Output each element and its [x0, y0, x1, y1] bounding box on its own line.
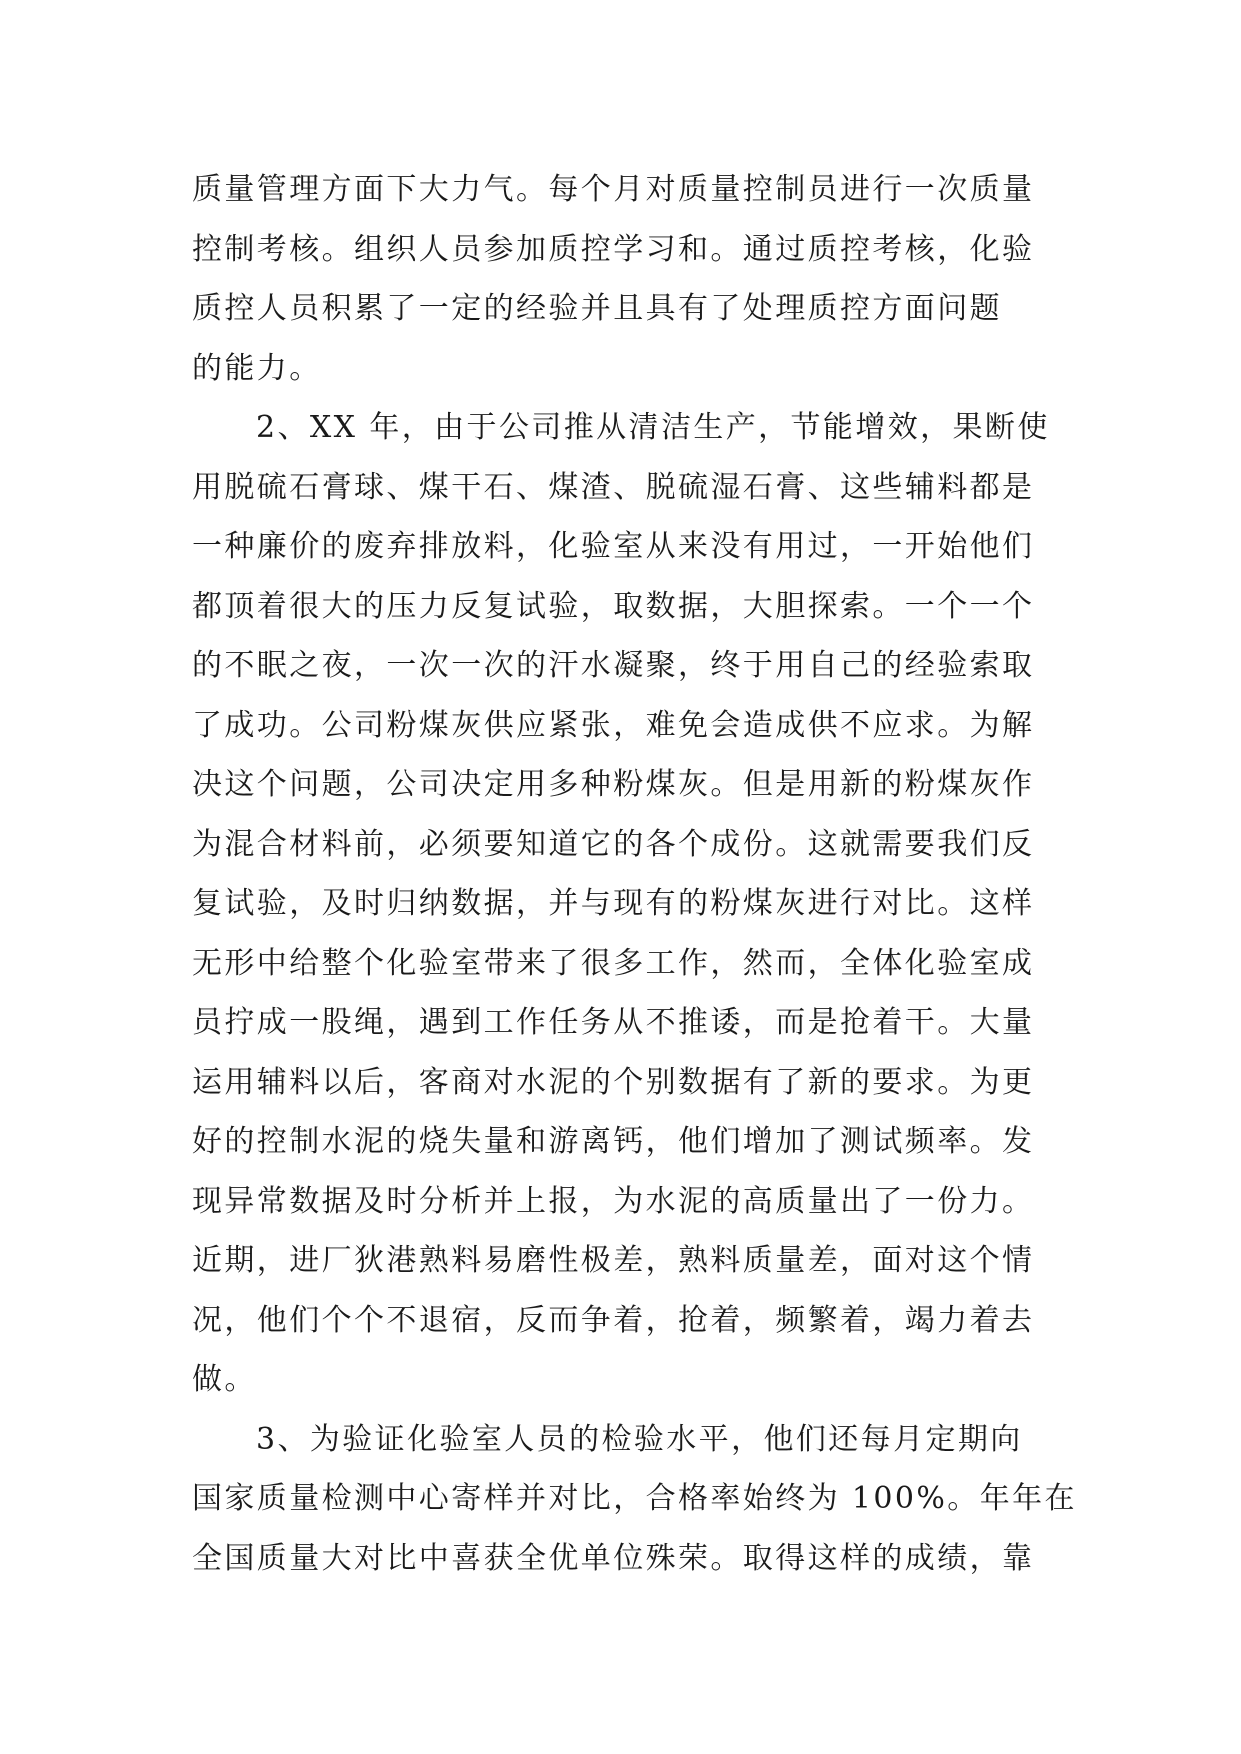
text-line: 控制考核。组织人员参加质控学习和。通过质控考核，化验 — [192, 231, 1035, 267]
text-line: 质控人员积累了一定的经验并且具有了处理质控方面问题 — [192, 291, 1002, 326]
text-line: 的不眠之夜，一次一次的汗水凝聚，终于用自己的经验索取 — [192, 648, 1035, 683]
text-line: 用脱硫石膏球、煤干石、煤渣、脱硫湿石膏、这些辅料都是 — [192, 469, 1035, 505]
text-line: 运用辅料以后，客商对水泥的个别数据有了新的要求。为更 — [192, 1064, 1035, 1100]
text-line: 的能力。 — [192, 350, 322, 386]
text-line: 况，他们个个不退宿，反而争着，抢着，频繁着，竭力着去 — [192, 1302, 1035, 1338]
text-line: 3、为验证化验室人员的检验水平，他们还每月定期向 — [256, 1421, 1023, 1457]
text-line: 都顶着很大的压力反复试验，取数据，大胆探索。一个一个 — [192, 588, 1035, 624]
text-line: 一种廉价的废弃排放料，化验室从来没有用过，一开始他们 — [192, 529, 1035, 564]
document-body — [192, 160, 1077, 1588]
text-line: 国家质量检测中心寄样并对比，合格率始终为 100%。年年在 — [192, 1481, 1077, 1516]
text-line: 近期，进厂狄港熟料易磨性极差，熟料质量差，面对这个情 — [192, 1243, 1035, 1278]
text-line: 质量管理方面下大力气。每个月对质量控制员进行一次质量 — [192, 172, 1035, 207]
text-line: 2、XX 年，由于公司推从清洁生产，节能增效，果断使 — [256, 410, 1050, 445]
text-line: 了成功。公司粉煤灰供应紧张，难免会造成供不应求。为解 — [192, 707, 1035, 743]
text-line: 员拧成一股绳，遇到工作任务从不推诿，而是抢着干。大量 — [192, 1005, 1035, 1040]
text-line: 现异常数据及时分析并上报，为水泥的高质量出了一份力。 — [192, 1183, 1035, 1219]
text-line: 做。 — [192, 1362, 257, 1397]
text-line: 无形中给整个化验室带来了很多工作，然而，全体化验室成 — [192, 945, 1035, 981]
text-line: 为混合材料前，必须要知道它的各个成份。这就需要我们反 — [192, 826, 1035, 862]
text-line: 决这个问题，公司决定用多种粉煤灰。但是用新的粉煤灰作 — [192, 767, 1035, 802]
text-line: 复试验，及时归纳数据，并与现有的粉煤灰进行对比。这样 — [192, 886, 1035, 921]
text-line: 全国质量大对比中喜获全优单位殊荣。取得这样的成绩，靠 — [192, 1540, 1035, 1576]
text-line: 好的控制水泥的烧失量和游离钙，他们增加了测试频率。发 — [192, 1124, 1035, 1159]
